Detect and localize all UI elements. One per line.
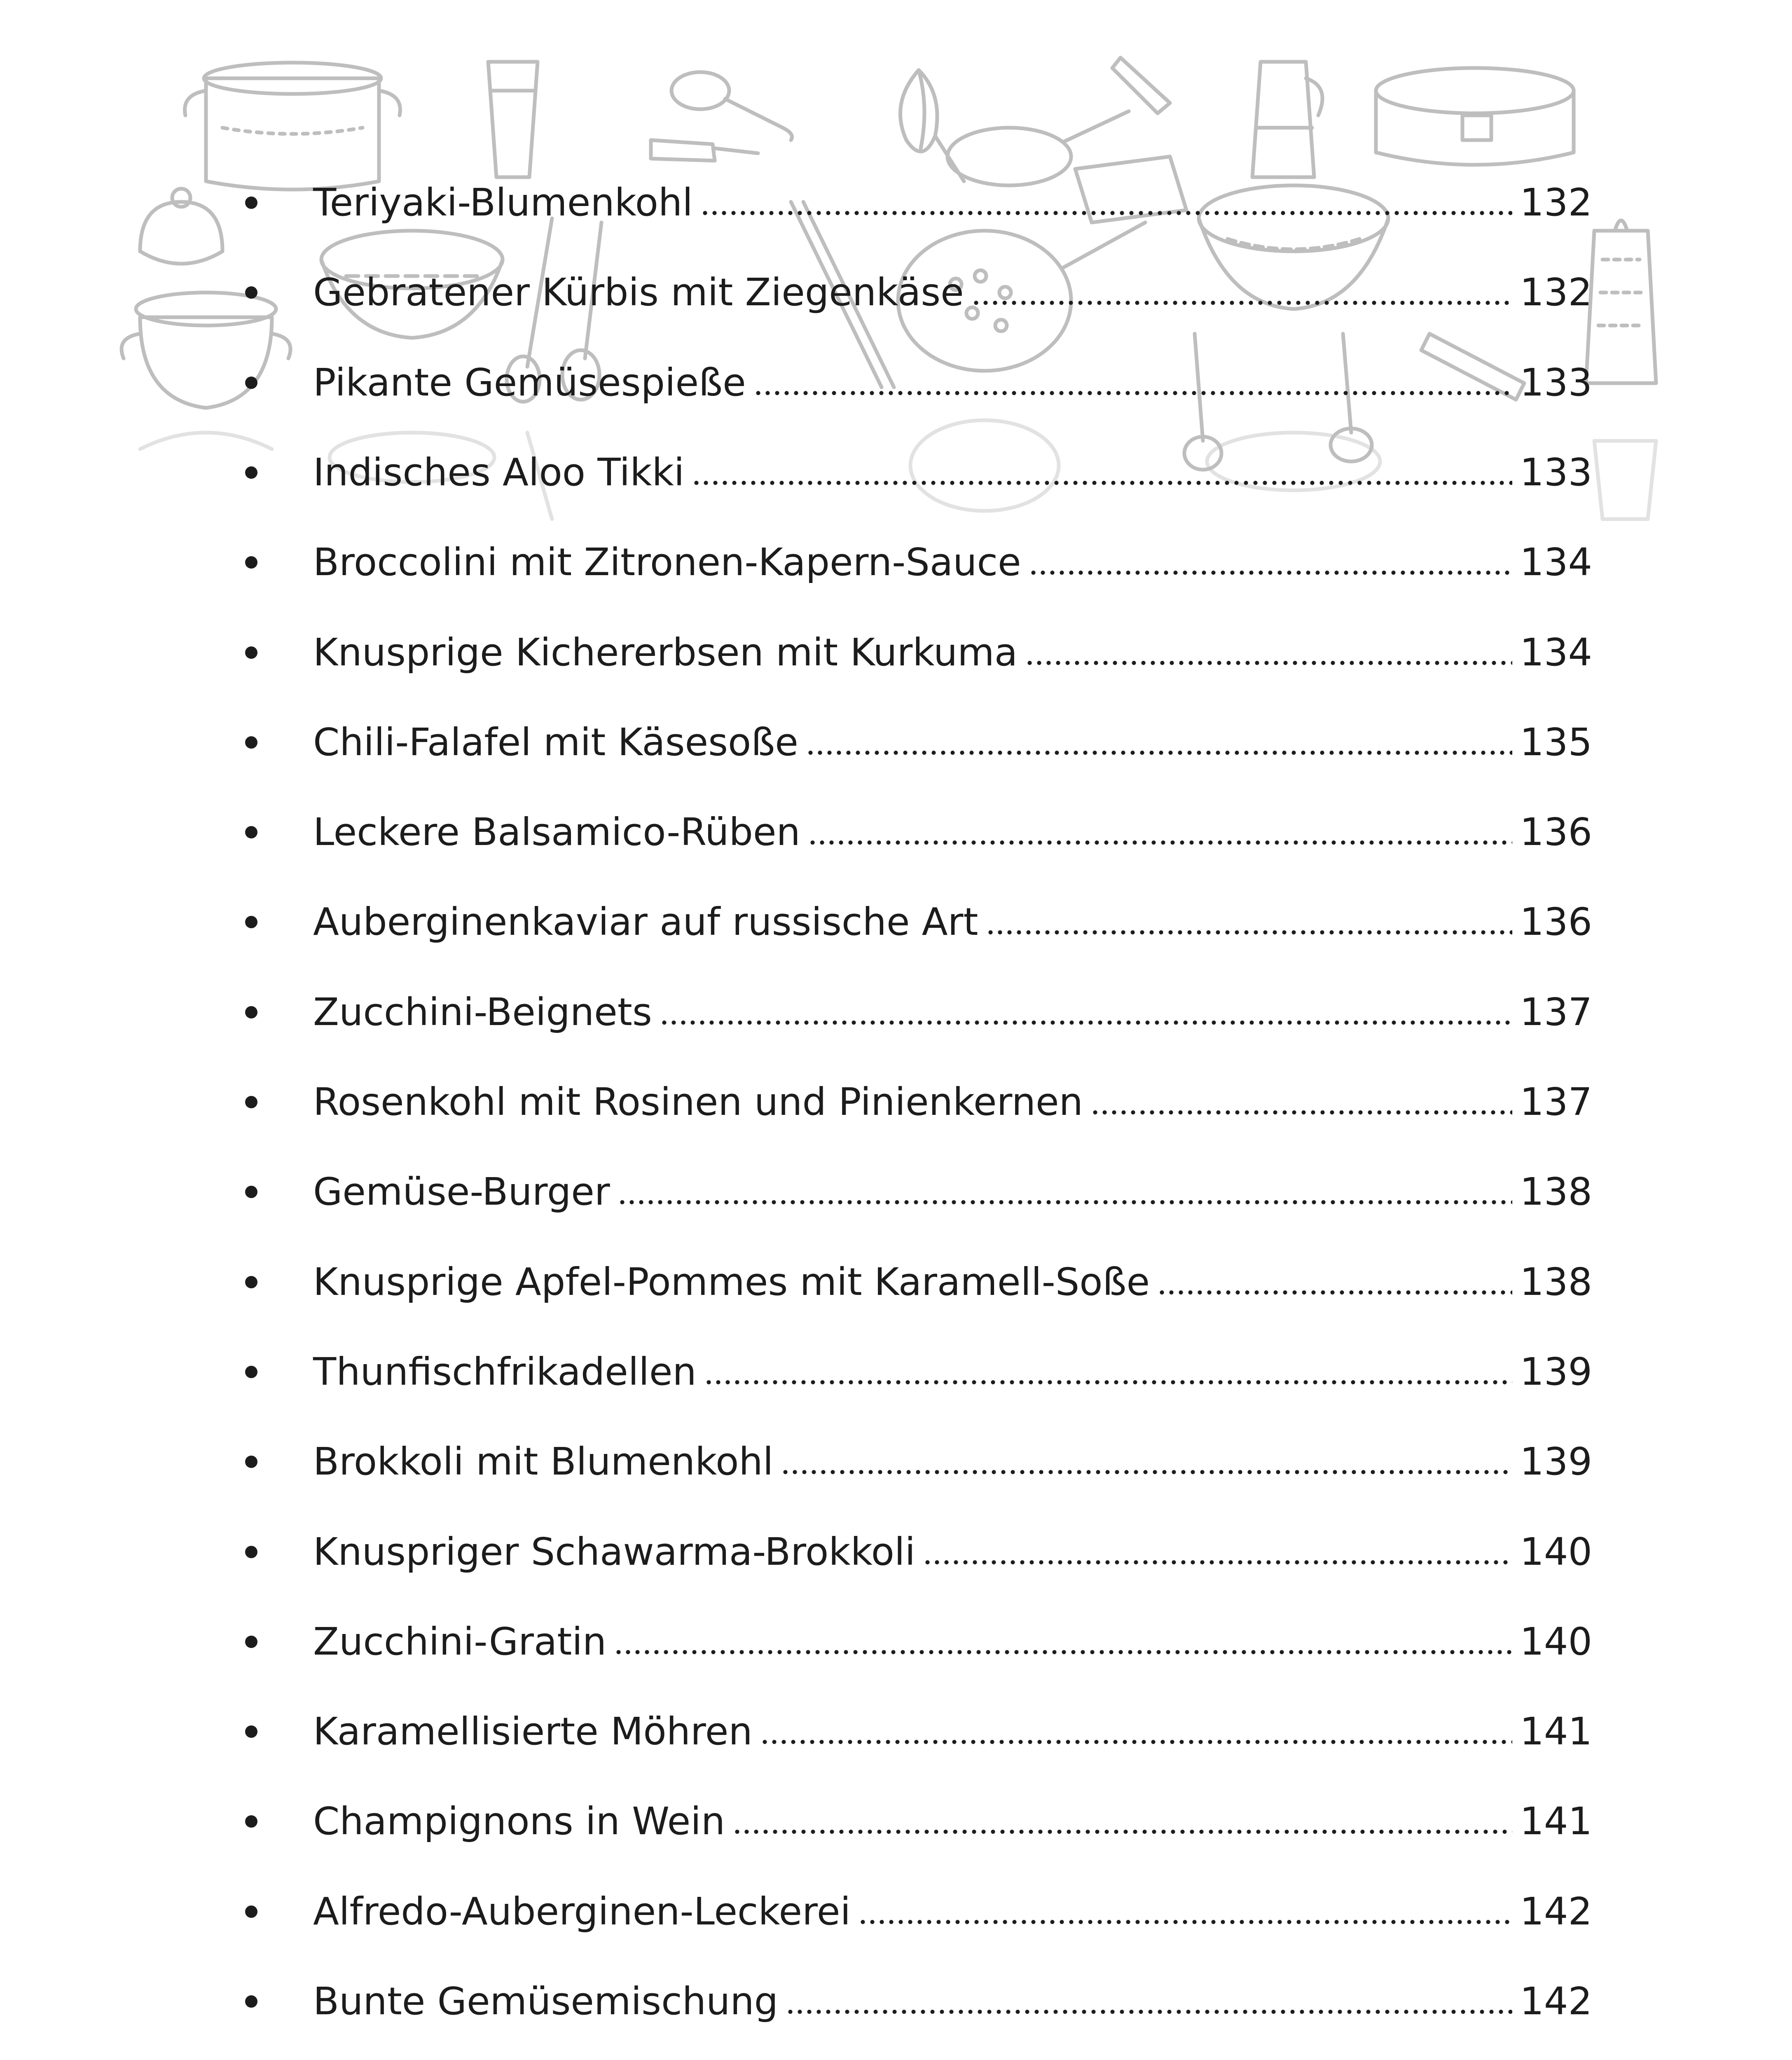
toc-entry[interactable] — [245, 799, 1592, 865]
bullet-icon — [245, 1815, 313, 1828]
toc-entry-title: Champignons in Wein — [313, 1799, 725, 1843]
dot-leader — [1157, 1288, 1512, 1297]
toc-entry[interactable] — [245, 260, 1592, 325]
toc-entry-page-number: 132 — [1520, 180, 1592, 225]
toc-entry[interactable] — [245, 620, 1592, 686]
bullet-icon — [245, 1546, 313, 1558]
bullet-icon — [245, 1906, 313, 1918]
toc-entry[interactable] — [245, 1519, 1592, 1585]
toc-entry-page-number: 138 — [1520, 1260, 1592, 1304]
toc-entry[interactable] — [245, 1069, 1592, 1135]
bullet-icon — [245, 1995, 313, 2008]
toc-entry-page-number: 142 — [1520, 1889, 1592, 1934]
toc-entry[interactable] — [245, 440, 1592, 506]
dot-leader — [858, 1918, 1512, 1926]
bullet-icon — [245, 916, 313, 928]
dot-leader — [808, 838, 1512, 847]
toc-entry-page-number: 134 — [1520, 540, 1592, 584]
toc-entry-title: Zucchini-Beignets — [313, 990, 652, 1034]
bullet-icon — [245, 1006, 313, 1018]
toc-entry-page-number: 137 — [1520, 1080, 1592, 1124]
bullet-icon — [245, 1366, 313, 1378]
dot-leader — [753, 389, 1512, 397]
bullet-icon — [245, 377, 313, 389]
dot-leader — [614, 1648, 1512, 1656]
bullet-icon — [245, 826, 313, 838]
toc-entry[interactable] — [245, 350, 1592, 416]
toc-entry-page-number: 135 — [1520, 720, 1592, 764]
toc-entry[interactable] — [245, 979, 1592, 1045]
toc-entry[interactable] — [245, 2058, 1592, 2060]
toc-entry-title: Thunfischfrikadellen — [313, 1350, 697, 1394]
toc-entry-title: Rosenkohl mit Rosinen und Pinienkernen — [313, 1080, 1083, 1124]
toc-entry-title: Zucchini-Gratin — [313, 1620, 607, 1664]
bullet-icon — [245, 197, 313, 209]
toc-entry-title — [313, 2058, 832, 2060]
toc-entry-title: Auberginenkaviar auf russische Art — [313, 900, 978, 944]
toc-entry[interactable] — [245, 529, 1592, 595]
toc-entry[interactable] — [245, 1249, 1592, 1315]
toc-entry-page-number: 138 — [1520, 1170, 1592, 1214]
toc-entry-title: Gebratener Kürbis mit Ziegenkäse — [313, 270, 964, 314]
bullet-icon — [245, 286, 313, 299]
dot-leader — [618, 1198, 1512, 1206]
dot-leader — [1090, 1108, 1512, 1117]
toc-entry-title: Gemüse-Burger — [313, 1170, 610, 1214]
toc-entry-page-number: 141 — [1520, 1709, 1592, 1753]
toc-entry-page-number: 140 — [1520, 1530, 1592, 1574]
toc-entry-title: Karamellisierte Möhren — [313, 1709, 753, 1753]
toc-entry-page-number: 133 — [1520, 360, 1592, 405]
bullet-icon — [245, 1725, 313, 1738]
toc-entry-title: Alfredo-Auberginen-Leckerei — [313, 1889, 851, 1934]
toc-entry-title: Brokkoli mit Blumenkohl — [313, 1440, 774, 1484]
bullet-icon — [245, 646, 313, 659]
toc-entry-title: Pikante Gemüsespieße — [313, 360, 746, 405]
bullet-icon — [245, 1276, 313, 1288]
bullet-icon — [245, 1456, 313, 1468]
toc-entry-page-number: 140 — [1520, 1620, 1592, 1664]
bullet-icon — [245, 1096, 313, 1108]
dot-leader — [760, 1738, 1512, 1746]
bullet-icon — [245, 736, 313, 749]
toc-entry[interactable] — [245, 709, 1592, 775]
bullet-icon — [245, 466, 313, 479]
toc-entry-title: Bunte Gemüsemischung — [313, 1979, 779, 2023]
dot-leader — [806, 749, 1512, 757]
bullet-icon — [245, 1636, 313, 1648]
toc-entry-page-number: 132 — [1520, 270, 1592, 314]
dot-leader — [781, 1468, 1512, 1476]
toc-entry-page-number: 133 — [1520, 450, 1592, 494]
dot-leader — [660, 1018, 1512, 1027]
toc-entry-title: Broccolini mit Zitronen-Kapern-Sauce — [313, 540, 1021, 584]
toc-entry-page-number: 134 — [1520, 630, 1592, 674]
dot-leader — [923, 1558, 1512, 1566]
toc-entry-page-number: 141 — [1520, 1799, 1592, 1843]
toc-entry-page-number: 139 — [1520, 1350, 1592, 1394]
dot-leader — [704, 1378, 1512, 1386]
toc-entry-page-number: 139 — [1520, 1440, 1592, 1484]
dot-leader — [1025, 659, 1512, 667]
toc-entry-page-number: 136 — [1520, 810, 1592, 854]
toc-entry[interactable] — [245, 170, 1592, 236]
bullet-icon — [245, 1186, 313, 1198]
toc-entry-page-number: 137 — [1520, 990, 1592, 1034]
toc-entry[interactable] — [245, 889, 1592, 955]
dot-leader — [692, 479, 1512, 487]
toc-entry-page-number: 136 — [1520, 900, 1592, 944]
bullet-icon — [245, 556, 313, 569]
toc-entry-title: Chili-Falafel mit Käsesoße — [313, 720, 798, 764]
toc-entry-title: Leckere Balsamico-Rüben — [313, 810, 800, 854]
toc-entry[interactable] — [245, 1699, 1592, 1765]
dot-leader — [971, 299, 1512, 307]
toc-entry[interactable] — [245, 1879, 1592, 1945]
dot-leader — [700, 209, 1512, 217]
toc-entry[interactable] — [245, 1159, 1592, 1225]
toc-entry-title: Knusprige Apfel-Pommes mit Karamell-Soße — [313, 1260, 1150, 1304]
dot-leader — [732, 1828, 1512, 1836]
toc-entry-page-number — [1518, 2058, 1592, 2060]
toc-entry[interactable] — [245, 1969, 1592, 2034]
toc-entry-title: Indisches Aloo Tikki — [313, 450, 685, 494]
toc-entry-title: Knusprige Kichererbsen mit Kurkuma — [313, 630, 1018, 674]
toc-entry[interactable] — [245, 1429, 1592, 1495]
toc-entry-title: Teriyaki-Blumenkohl — [313, 180, 693, 225]
toc-entry-title: Knuspriger Schawarma-Brokkoli — [313, 1530, 916, 1574]
toc-entry[interactable] — [245, 1339, 1592, 1405]
dot-leader — [986, 928, 1513, 936]
toc-entry[interactable] — [245, 1788, 1592, 1854]
toc-entry[interactable] — [245, 1609, 1592, 1675]
dot-leader — [786, 2008, 1512, 2016]
dot-leader — [1029, 569, 1512, 577]
toc-entry-page-number: 142 — [1520, 1979, 1592, 2023]
